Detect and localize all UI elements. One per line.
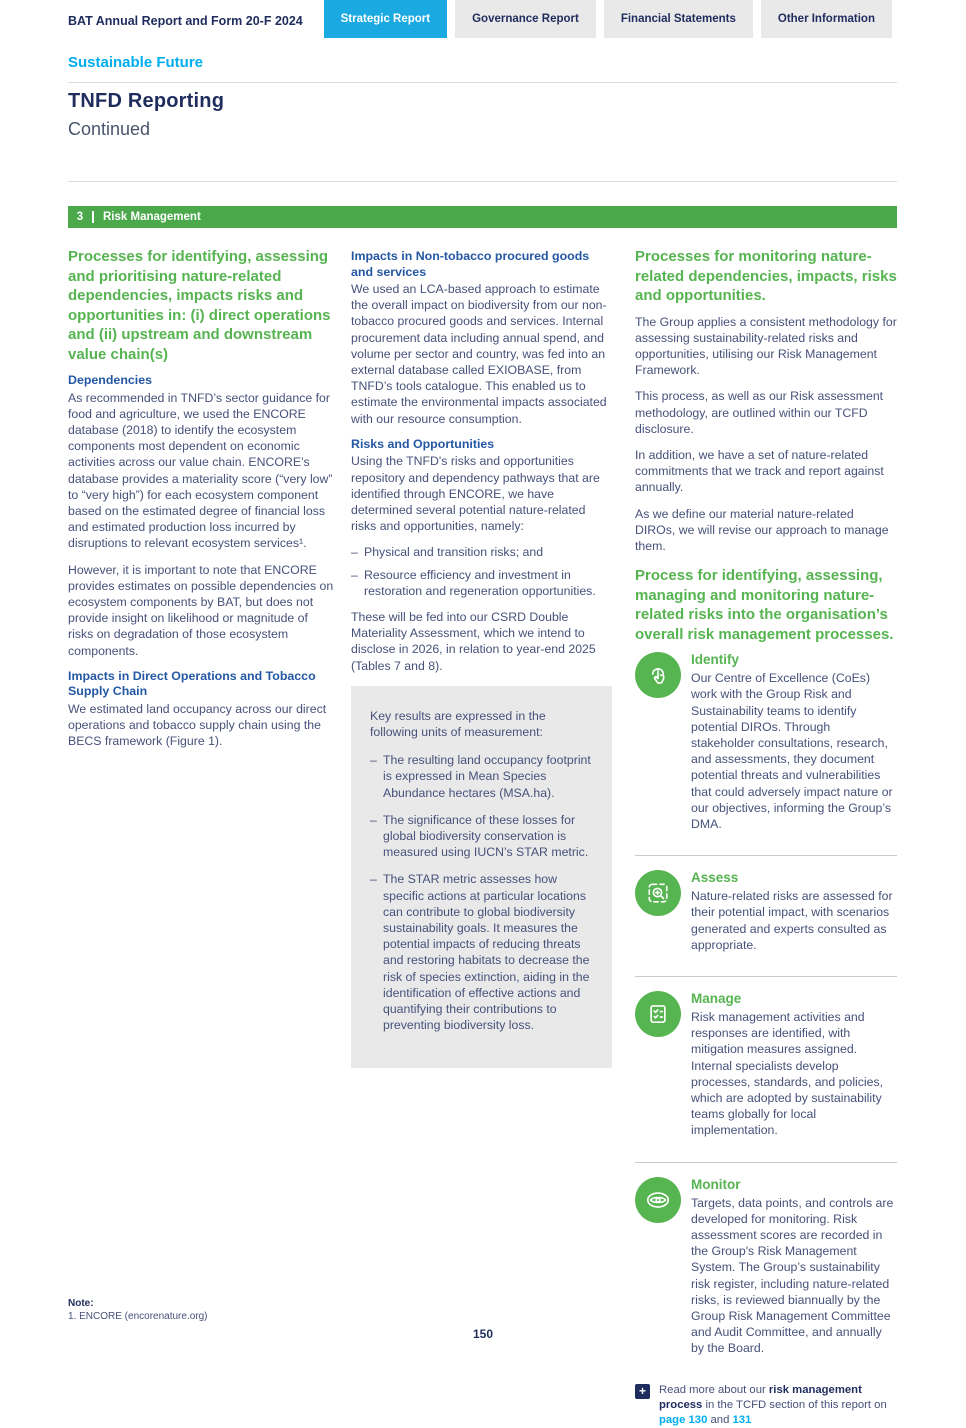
col1-green-heading: Processes for identifying, assessing and prioritising nature-related dependencies, impacts risks and opportunities in: (i) direct operations and (ii) upstream and downstream value chain(s) [68,248,331,363]
tap-hand-icon [635,652,681,698]
eye-icon [635,1177,681,1223]
col1-subheading-direct-ops: Impacts in Direct Operations and Tobacco Supply Chain [68,668,316,699]
col3-paragraph: The Group applies a consistent methodology for assessing sustainability-related risks and opportunities, utilising our Risk Management Framework. [635,314,897,378]
divider [635,1162,897,1163]
plus-icon: + [635,1384,650,1399]
col3-green-heading-process: Process for identifying, assessing, managing and monitoring nature-related risks into the organisation’s overall risk management processes. [635,567,894,643]
tab-other-information[interactable]: Other Information [761,0,892,38]
step-text: Risk management activities and responses are identified, with mitigation measures assigned. Internal specialists develop processes, standards, and policies, which are adopted by sustainability teams globally for local implementation. [691,1009,884,1138]
step-text: Targets, data points, and controls are developed for monitoring. Risk assessment scores are recorded in the Group's Risk Management System. The Group’s sustainability risk register, including nature-related risks, is reviewed biannually by the Group Risk Management Committee and Audit Committee, and annually by the Board. [691,1195,894,1356]
tab-financial-statements[interactable]: Financial Statements [604,0,753,38]
step-identify [635,652,897,842]
col2-bullet: – Resource efficiency and investment in restoration and regeneration opportunities. [351,567,612,599]
section-number: 3 [68,211,94,223]
col3-paragraph: As we define our material nature-related DIROs, we will revise our approach to manage them. [635,506,889,553]
col3-green-heading-monitoring: Processes for monitoring nature-related dependencies, impacts, risks and opportunities. [635,248,897,304]
column-1 [68,247,335,1428]
note-label: Note: [68,1298,94,1309]
page-number: 150 [472,1327,494,1341]
keybox-bullet: – The STAR metric assesses how specific actions at particular locations can contribute to global biodiversity sustainability goals. It measures the potential impacts of reducing threats and restoring habitats to decrease the risk of species extinction, aiding in the identification of effective actions and quantifying their contributions to preventing biodiversity loss. [370,871,596,1033]
column-3 [635,247,897,1428]
col2-subheading-risks-opps: Risks and Opportunities [351,436,495,451]
col2-paragraph: We used an LCA-based approach to estimate the overall impact on biodiversity from our non-tobacco procured goods and services. Internal procurement data including annual spend, and volume per sector and country, was fed into an external database called EXIOBASE, from TNFD’s tools catalogue. This enabled us to estimate the environmental impacts associated with our resource consumption. [351,282,607,426]
magnifier-icon [635,870,681,916]
divider [635,976,897,977]
col1-paragraph: As recommended in TNFD’s sector guidance for food and agriculture, we used the ENCORE database (2018) to identify the ecosystem components most dependent on economic activities across our value chain. ENCORE’s database provides a materiality score (“very low” to “very high”) for each ecosystem component based on the estimated degree of financial loss and estimated production loss incurred by disruptions to relevant ecosystem services¹. [68,390,333,551]
top-tab-bar [324,0,892,38]
step-text: Nature-related risks are assessed for their potential impact, with scenarios generated and experts consulted as appropriate. [691,889,893,952]
read-more-part: in the TCFD section of this report on [702,1398,887,1411]
step-title: Assess [691,870,739,886]
col1-subheading-dependencies: Dependencies [68,373,153,387]
footnote-encore: 1. ENCORE (encorenature.org) [68,1311,208,1322]
section-banner [68,206,897,228]
read-more-bold: risk management process [659,1383,862,1411]
step-title: Identify [691,652,740,668]
read-more-note [635,1383,897,1428]
link-page-131[interactable]: 131 [732,1413,752,1426]
col3-paragraph: In addition, we have a set of nature-related commitments that we track and report against annually. [635,447,884,495]
checklist-icon [635,991,681,1037]
page-subtitle: Continued [68,119,151,139]
divider [68,82,897,83]
keybox-bullet: – The significance of these losses for global biodiversity conservation is measured using IUCN’s STAR metric. [370,812,596,861]
divider [635,855,897,856]
page-title: TNFD Reporting [68,90,225,112]
section-eyebrow: Sustainable Future [68,54,204,71]
link-page-130[interactable]: page 130 [659,1413,708,1426]
col3-paragraph: This process, as well as our Risk assessment methodology, are outlined within our TCFD disclosure. [635,389,884,436]
col2-bullet: – Physical and transition risks; and [351,544,612,560]
read-more-part: and [707,1413,733,1426]
col2-paragraph: These will be fed into our CSRD Double Materiality Assessment, which we intend to disclose in 2026, in relation to year-end 2025 (Tables 7 and 8). [351,609,596,673]
keybox-intro: Key results are expressed in the following units of measurement: [370,708,546,739]
step-text: Our Centre of Excellence (CoEs) work with the Group Risk and Sustainability teams to identify potential DIROs. Through stakeholder consultations, research, and assessments, they document potential threats and vulnerabilities that could adversely impact nature or our objectives, informing the Group’s DMA. [691,671,893,831]
key-results-box [351,686,612,1069]
read-more-text [659,1383,897,1428]
col2-subheading-nontobacco: Impacts in Non-tobacco procured goods and services [351,249,590,279]
tab-strategic-report[interactable]: Strategic Report [324,0,447,38]
step-title: Manage [691,990,742,1006]
step-assess [635,870,897,963]
divider [68,181,897,182]
col1-paragraph: We estimated land occupancy across our direct operations and tobacco supply chain using the BECS framework (Figure 1). [68,701,327,749]
col2-paragraph: Using the TNFD's risks and opportunities repository and dependency pathways that are identified through ENCORE, we have determined several potential nature-related risks and opportunities, namely: [351,454,600,534]
section-banner-label: Risk Management [103,211,201,223]
content-columns [68,247,897,1428]
tab-governance-report[interactable]: Governance Report [455,0,596,38]
step-title: Monitor [691,1176,741,1192]
step-manage [635,991,897,1149]
keybox-bullet: – The resulting land occupancy footprint is expressed in Mean Species Abundance hectares (MSA.ha). [370,752,596,801]
read-more-part: Read more about our [659,1383,769,1396]
column-2 [351,247,612,1428]
report-title: BAT Annual Report and Form 20-F 2024 [68,14,303,28]
col1-paragraph: However, it is important to note that ENCORE provides estimates on possible dependencies on ecosystem components by BAT, but does not provide insight on likelihood or magnitude of risks on degradation of those ecosystem components. [68,562,334,658]
